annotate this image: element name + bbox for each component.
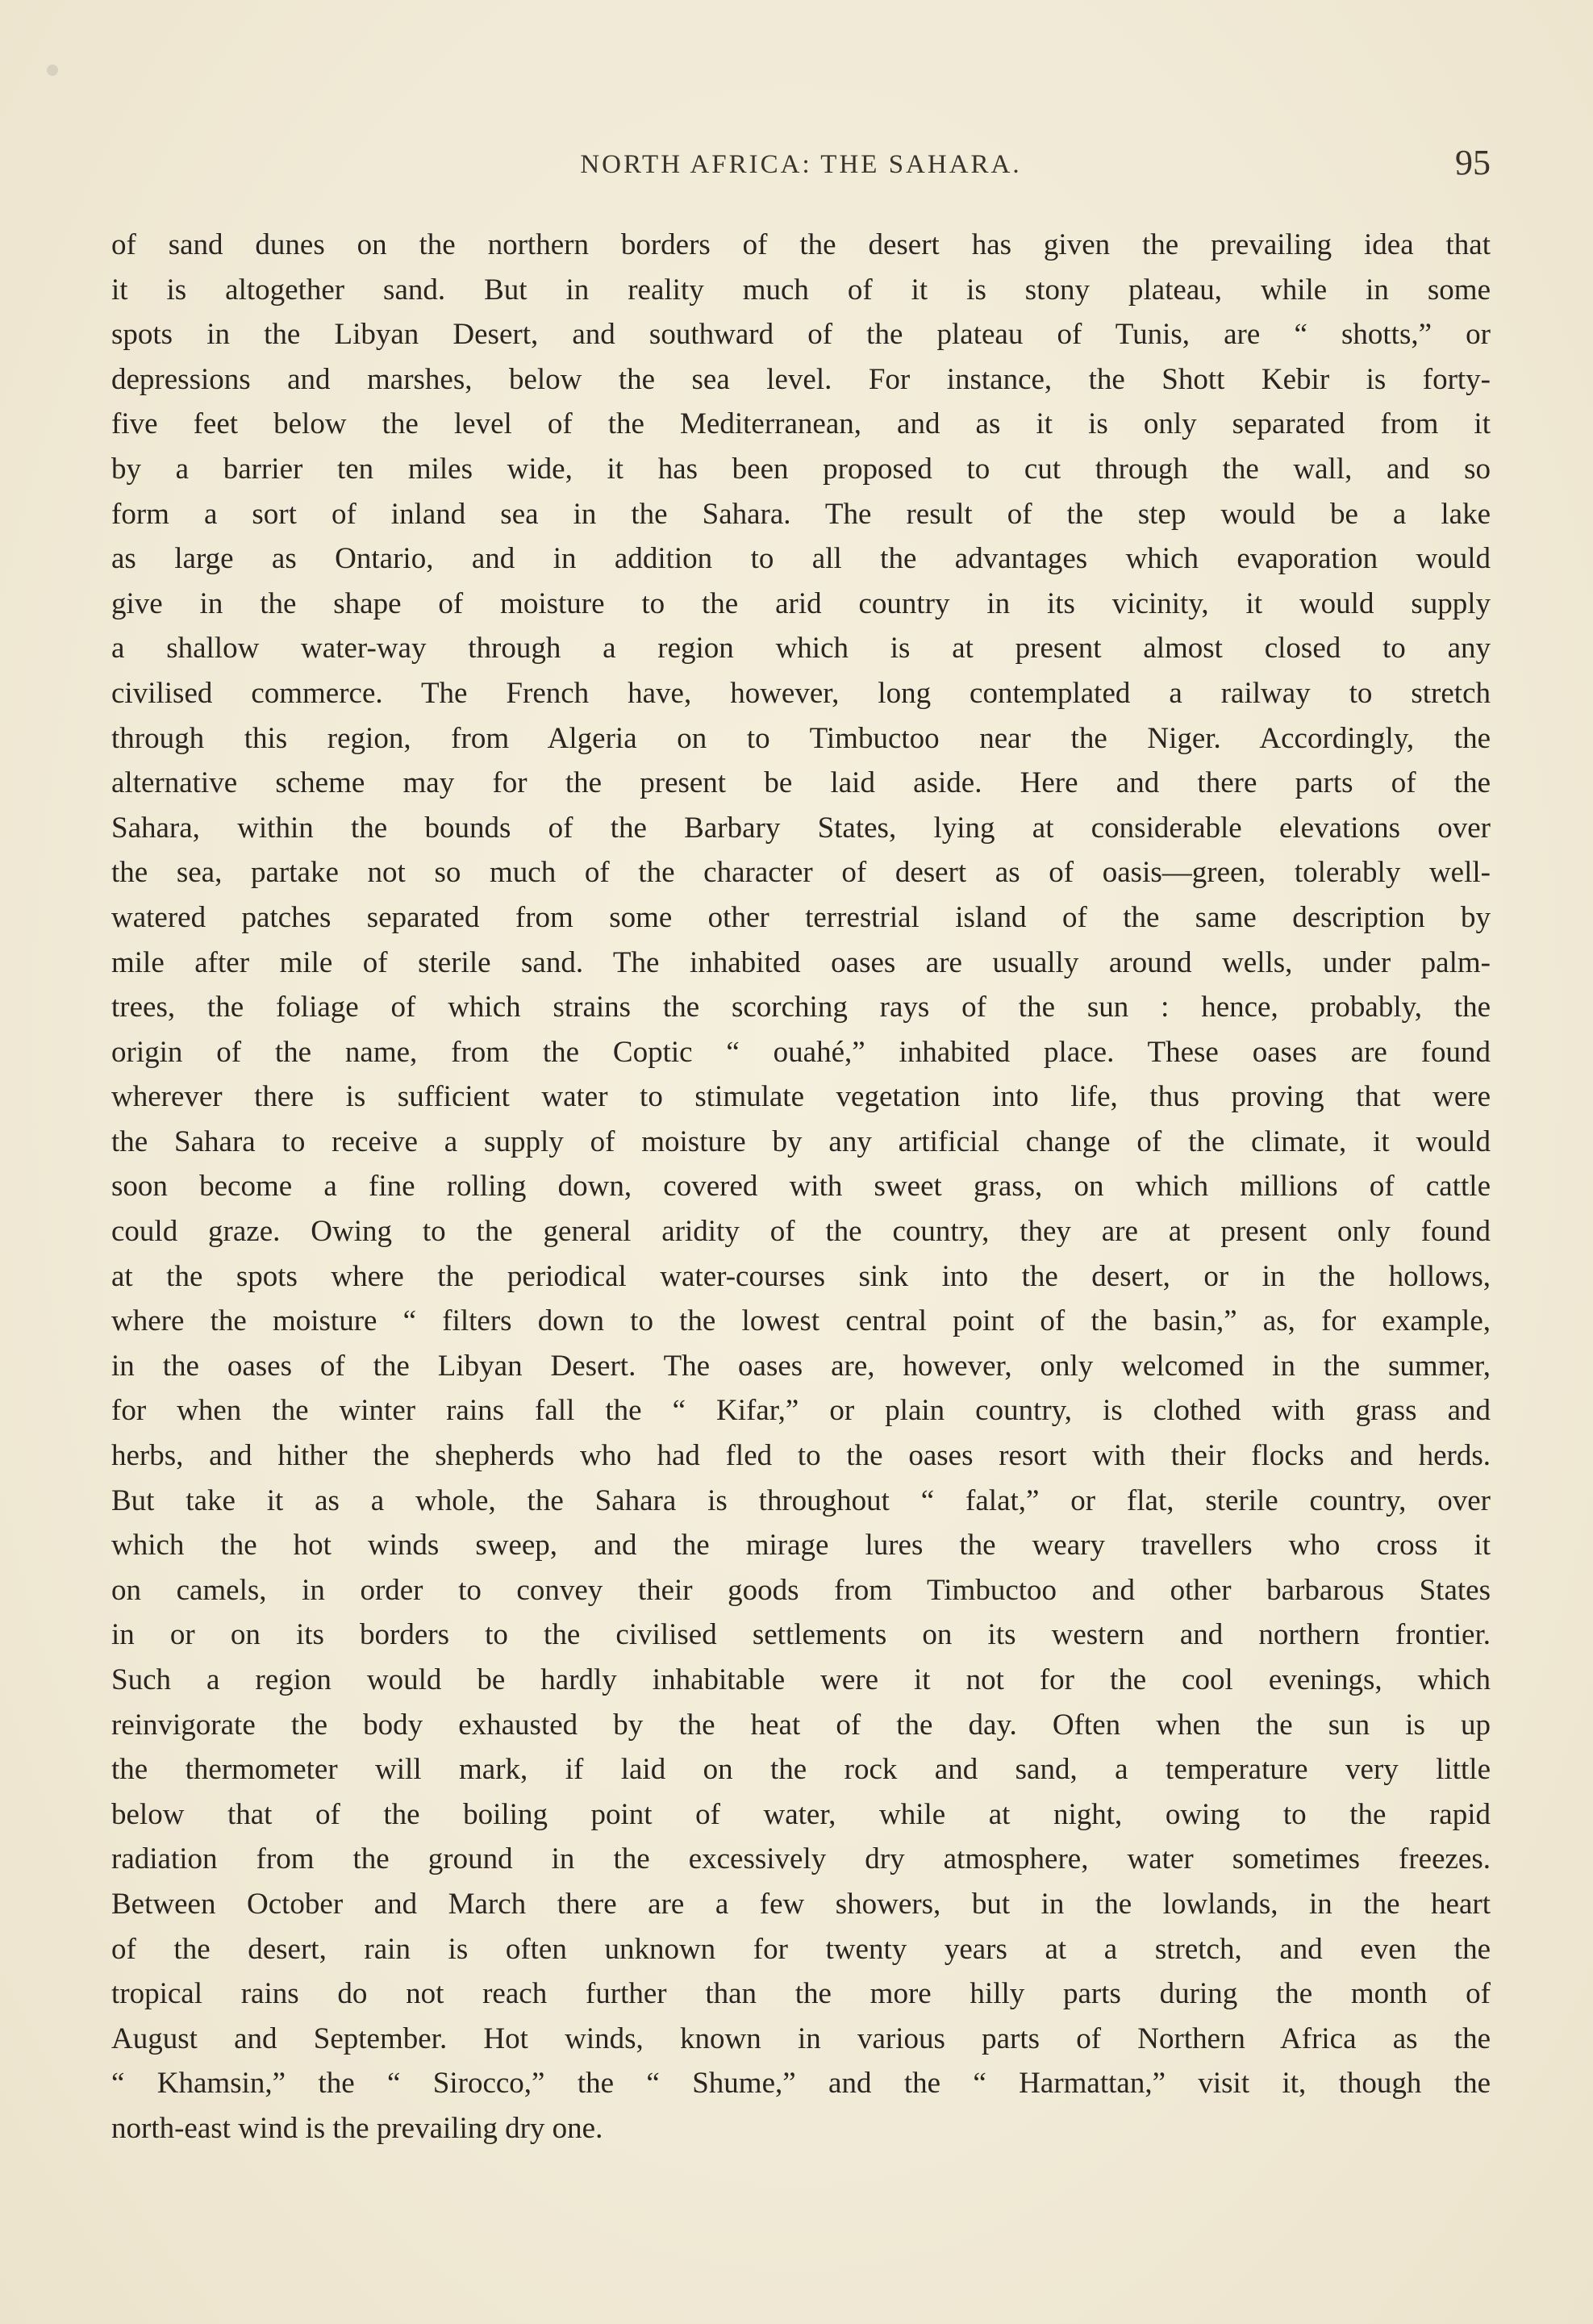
text-line: through this region, from Algeria on to Timbuctoo near the Niger. Accordingly, the [111,721,1491,755]
text-line: of the desert, rain is often unknown for twenty years at a stretch, and even the [111,1932,1491,1966]
text-line: August and September. Hot winds, known in various parts of Northern Africa as the [111,2022,1491,2055]
text-line: depressions and marshes, below the sea level. For instance, the Shott Kebir is forty- [111,362,1491,396]
text-line: at the spots where the periodical water-courses sink into the desert, or in the hollows, [111,1259,1491,1293]
text-line: alternative scheme may for the present be laid aside. Here and there parts of the [111,766,1491,800]
text-line: soon become a fine rolling down, covered with sweet grass, on which millions of cattle [111,1170,1491,1204]
text-line: watered patches separated from some other terrestrial island of the same description by [111,900,1491,934]
text-line: reinvigorate the body exhausted by the heat of the day. Often when the sun is up [111,1708,1491,1742]
text-line: the Sahara to receive a supply of moisture by any artificial change of the climate, it would [111,1124,1491,1158]
text-line: where the moisture “ filters down to the lowest central point of the basin,” as, for example, [111,1304,1491,1338]
text-line: could graze. Owing to the general aridity of the country, they are at present only found [111,1215,1491,1249]
text-line: Between October and March there are a few showers, but in the lowlands, in the heart [111,1887,1491,1921]
text-line: “ Khamsin,” the “ Sirocco,” the “ Shume,” and the “ Harmattan,” visit it, though the [111,2067,1491,2101]
text-line: herbs, and hither the shepherds who had fled to the oases resort with their flocks and herds. [111,1439,1491,1473]
text-line: north-east wind is the prevailing dry one. [111,2111,603,2145]
text-line: trees, the foliage of which strains the scorching rays of the sun : hence, probably, the [111,991,1491,1024]
running-title: NORTH AFRICA: THE SAHARA. [580,150,1022,179]
text-line: mile after mile of sterile sand. The inhabited oases are usually around wells, under palm- [111,945,1491,979]
text-line: Sahara, within the bounds of the Barbary States, lying at considerable elevations over [111,811,1491,845]
page-number: 95 [1455,143,1491,182]
text-line: But take it as a whole, the Sahara is throughout “ falat,” or flat, sterile country, over [111,1483,1491,1517]
text-line: on camels, in order to convey their goods from Timbuctoo and other barbarous States [111,1573,1491,1607]
text-line: wherever there is sufficient water to stimulate vegetation into life, thus proving that were [111,1080,1491,1114]
text-line: as large as Ontario, and in addition to all the advantages which evaporation would [111,542,1491,576]
text-line: it is altogether sand. But in reality much of it is stony plateau, while in some [111,273,1491,307]
text-line: civilised commerce. The French have, however, long contemplated a railway to stretch [111,676,1491,710]
body-paragraph [111,223,1491,2151]
text-line: below that of the boiling point of water, while at night, owing to the rapid [111,1797,1491,1831]
text-line: form a sort of inland sea in the Sahara. The result of the step would be a lake [111,497,1491,531]
text-line: in or on its borders to the civilised settlements on its western and northern frontier. [111,1618,1491,1652]
text-line: for when the winter rains fall the “ Kifar,” or plain country, is clothed with grass and [111,1394,1491,1428]
text-line: five feet below the level of the Mediterranean, and as it is only separated from it [111,407,1491,441]
text-line: radiation from the ground in the excessively dry atmosphere, water sometimes freezes. [111,1842,1491,1876]
text-line: spots in the Libyan Desert, and southward of the plateau of Tunis, are “ shotts,” or [111,318,1491,352]
text-line: tropical rains do not reach further than the more hilly parts during the month of [111,1977,1491,2011]
text-line: by a barrier ten miles wide, it has been proposed to cut through the wall, and so [111,452,1491,486]
text-line: the sea, partake not so much of the character of desert as of oasis—green, tolerably well- [111,856,1491,890]
running-header [111,142,1491,190]
text-line: a shallow water-way through a region which is at present almost closed to any [111,632,1491,665]
text-line: in the oases of the Libyan Desert. The oases are, however, only welcomed in the summer, [111,1349,1491,1383]
text-line: of sand dunes on the northern borders of the desert has given the prevailing idea that [111,228,1491,261]
text-line: Such a region would be hardly inhabitable were it not for the cool evenings, which [111,1663,1491,1696]
text-line: the thermometer will mark, if laid on the rock and sand, a temperature very little [111,1753,1491,1787]
text-line: which the hot winds sweep, and the mirage lures the weary travellers who cross it [111,1529,1491,1563]
paper-blemish [47,65,58,76]
text-line: origin of the name, from the Coptic “ ouahé,” inhabited place. These oases are found [111,1035,1491,1069]
text-line: give in the shape of moisture to the arid country in its vicinity, it would supply [111,586,1491,620]
